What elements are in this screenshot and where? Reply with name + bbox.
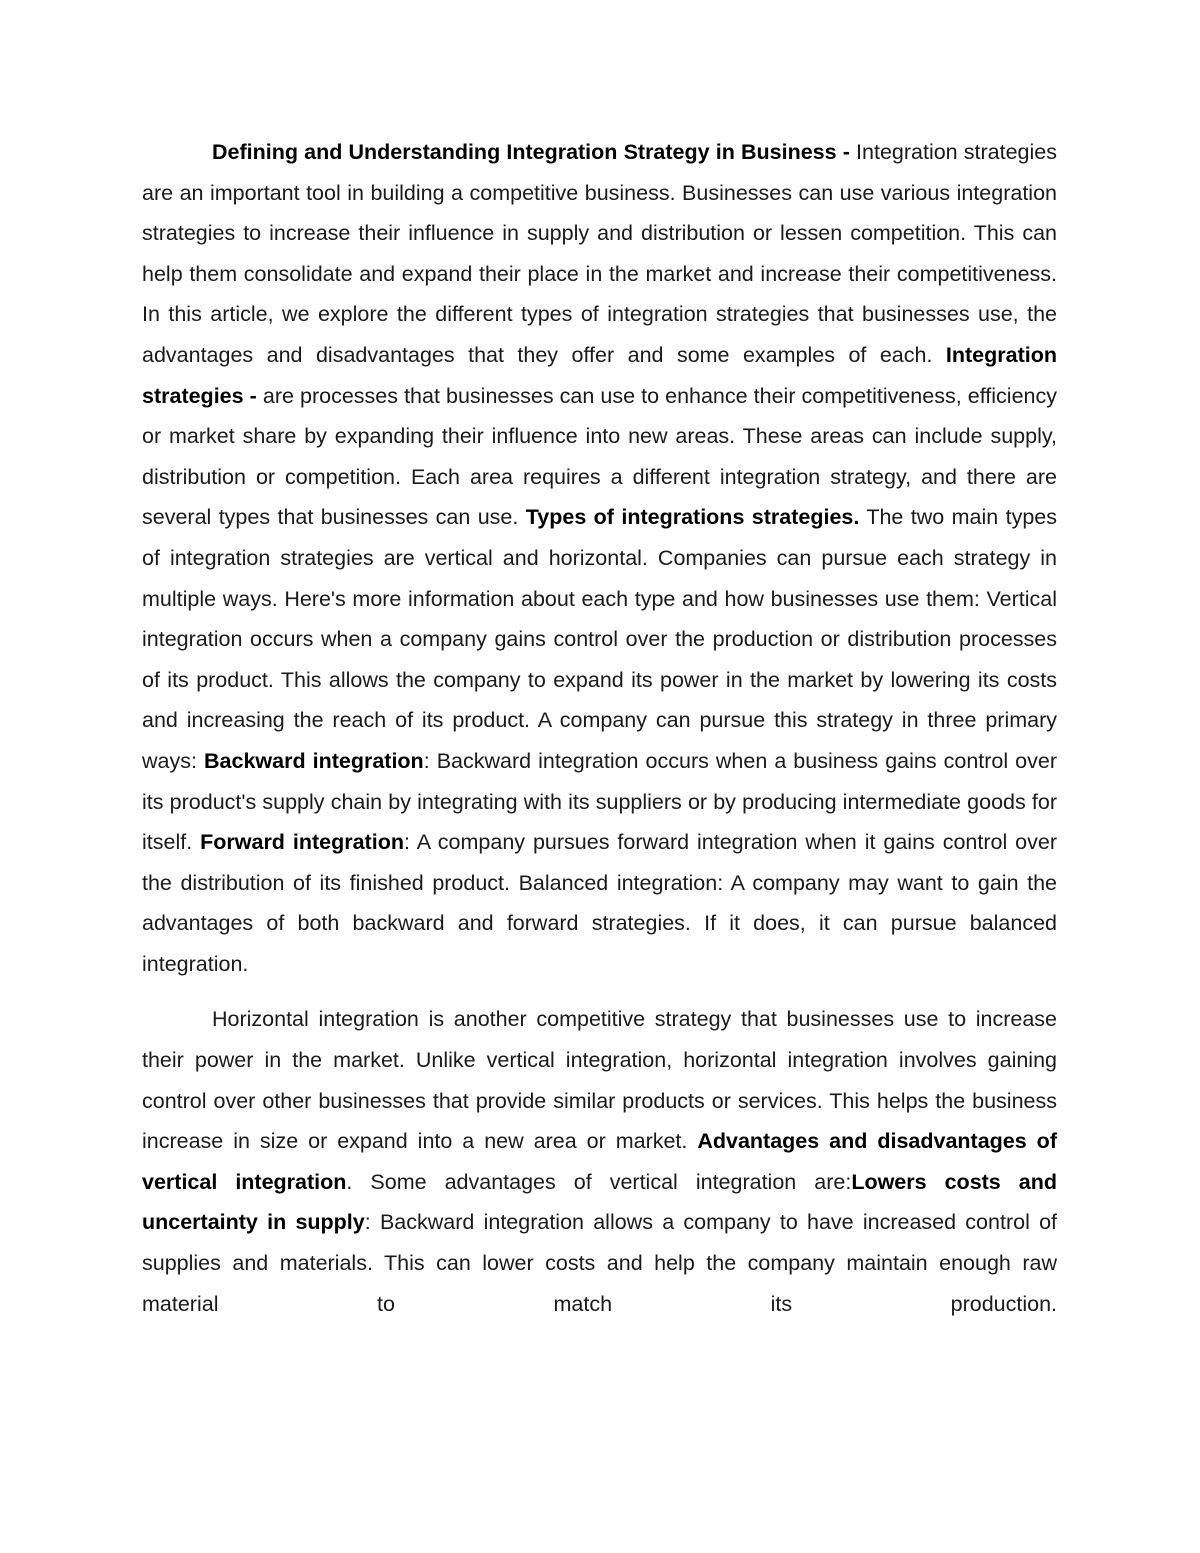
body-text: : Backward integration allows a company to have increased control of supplies and materials. This can lower costs and help the company maintain enough raw material to match its production. <box>142 1210 1058 1316</box>
document-page <box>142 132 1057 1324</box>
body-text: The two main types of integration strategies are vertical and horizontal. Companies can pursue each strategy in multiple ways. Here's more information about each type and how businesses use them: Vertical integration occurs when a company gains control over the production or distribution processes of its product. This allows the company to expand its power in the market by lowering its costs and increasing the reach of its product. A company can pursue this strategy in three primary ways: <box>142 505 1057 773</box>
body-text: : Backward integration occurs when a business gains control over its product's supply chain by integrating with its suppliers or by producing intermediate goods for itself. <box>142 748 1057 855</box>
term-forward-integration: Forward integration <box>200 830 404 855</box>
heading-types-of-strategies: Types of integrations strategies. <box>525 505 860 530</box>
heading-defining-integration: Defining and Understanding Integration Strategy in Business - <box>212 140 850 164</box>
body-text: Horizontal integration is another competitive strategy that businesses use to increase their power in the market. Unlike vertical integration, horizontal integration involves gaining control over other businesses that provide similar products or services. This helps the business increase in size or expand into a new area or market. <box>142 1007 1057 1154</box>
term-lowers-costs: Lowers costs and uncertainty in supply <box>142 1169 1058 1235</box>
term-backward-integration: Backward integration <box>204 748 424 773</box>
paragraph-vertical-integration <box>142 132 1057 984</box>
heading-advantages-disadvantages: Advantages and disadvantages of vertical integration <box>142 1129 1057 1194</box>
body-text: Integration strategies are an important tool in building a competitive business. Businesses can use various integration strategies to increase their influence in supply and distribution or lessen competition. This can help them consolidate and expand their place in the market and increase their competitiveness. In this article, we explore the different types of integration strategies that businesses use, the advantages and disadvantages that they offer and some examples of each. <box>142 140 1057 367</box>
body-text: : A company pursues forward integration when it gains control over the distribution of its finished product. Balanced integration: A company may want to gain the advantages of both backward and forward strategies. If it does, it can pursue balanced integration. <box>142 830 1058 976</box>
paragraph-horizontal-integration <box>142 999 1057 1324</box>
body-text: are processes that businesses can use to enhance their competitiveness, efficiency or market share by expanding their influence into new areas. These areas can include supply, distribution or competition. Each area requires a different integration strategy, and there are several types that businesses can use. <box>142 383 1057 530</box>
heading-integration-strategies: Integration strategies - <box>142 342 1057 408</box>
body-text: . Some advantages of vertical integration are: <box>346 1169 852 1194</box>
